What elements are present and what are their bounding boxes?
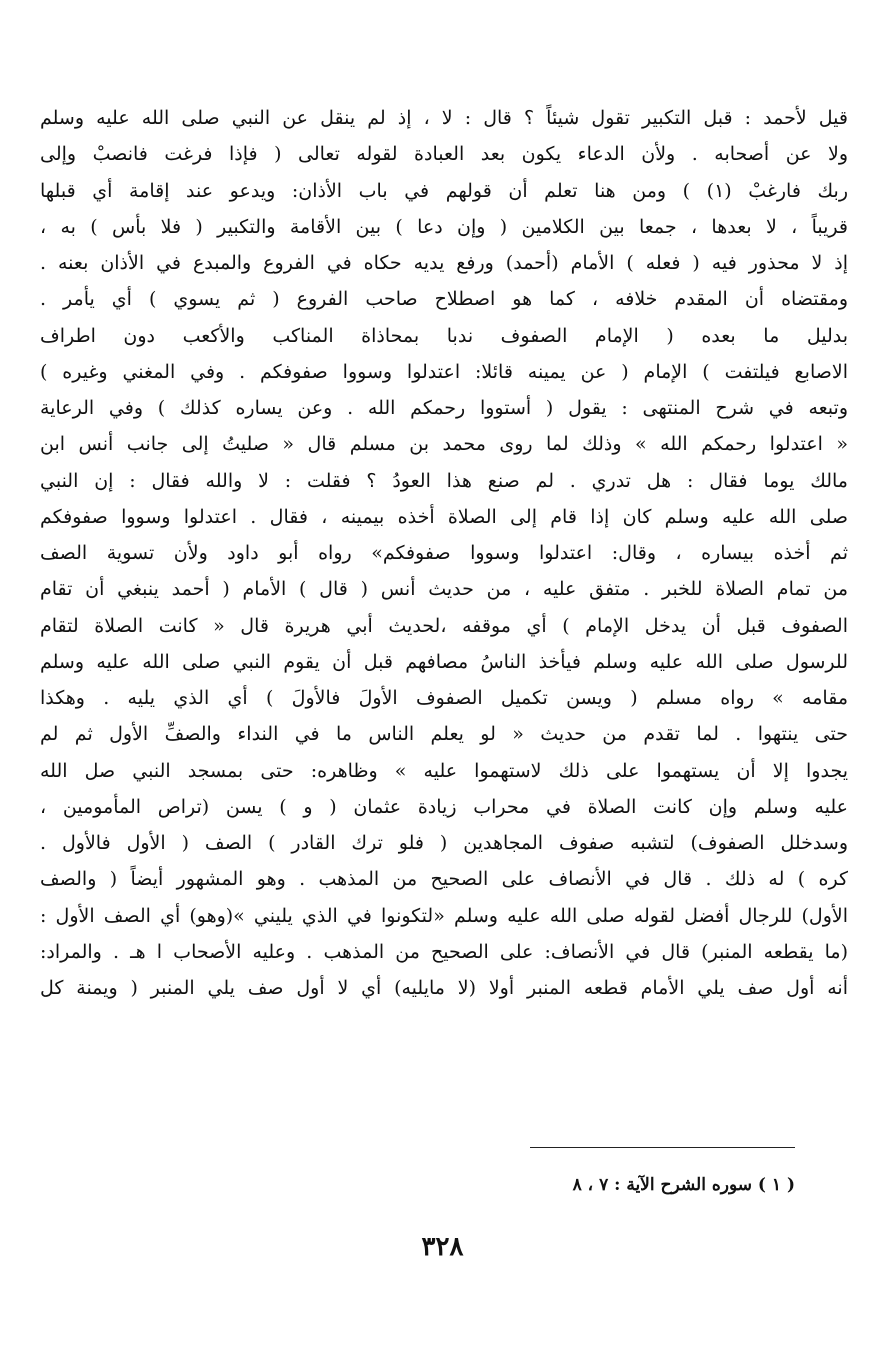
body-text — [40, 100, 848, 1006]
text-line: من تمام الصلاة للخبر . متفق عليه ، من حديث أنس ( قال ) الأمام ( أحمد ينبغي أن تقام — [40, 578, 848, 601]
text-line: ثم أخذه بيساره ، وقال: اعتدلوا وسووا صفوفكم» رواه أبو داود ولأن تسوية الصف — [40, 542, 848, 564]
text-line: إذ لا محذور فيه ( فعله ) الأمام (أحمد) ورفع يديه حكاه في الفروع والمبدع في الأذان بعنه . — [40, 252, 848, 274]
page-number: ٣٢٨ — [421, 1232, 464, 1262]
text-line: وتبعه في شرح المنتهى : يقول ( أستووا رحمكم الله . وعن يساره كذلك ) وفي الرعاية — [40, 397, 848, 419]
footnote: ( ١ ) سوره الشرح الآية : ٧ ، ٨ — [572, 1175, 795, 1195]
text-line: مالك يوما فقال : هل تدري . لم صنع هذا العودُ ؟ فقلت : لا والله فقال : إن النبي — [40, 469, 848, 492]
text-line: الأول) للرجال أفضل لقوله صلى الله عليه وسلم «لتكونوا في الذي يليني »(وهو) أي الصف الأول : — [40, 904, 848, 927]
text-line: حتى ينتهوا . لما تقدم من حديث « لو يعلم الناس ما في النداء والصفِّ الأول ثم لم — [40, 723, 848, 746]
text-line: ومقتضاه أن المقدم خلافه ، كما هو اصطلاح صاحب الفروع ( ثم يسوي ) أي يأمر . — [40, 288, 848, 311]
text-line: ولا عن أصحابه . ولأن الدعاء يكون بعد العبادة لقوله تعالى ( فإذا فرغت فانصبْ وإلى — [40, 143, 848, 166]
text-line: يجدوا إلا أن يستهموا على ذلك لاستهموا عليه » وظاهره: حتى بمسجد النبي صل الله — [40, 759, 848, 782]
text-line: قيل لأحمد : قبل التكبير تقول شيئاً ؟ قال : لا ، إذ لم ينقل عن النبي صلى الله عليه وسلم — [40, 107, 848, 129]
text-line: بدليل ما بعده ( الإمام الصفوف ندبا بمحاذاة المناكب والأكعب دون اطراف — [40, 324, 848, 347]
text-line: قريباً ، لا بعدها ، جمعا بين الكلامين ( وإن دعا ) بين الأقامة والتكبير ( فلا بأس ) به ، — [40, 215, 848, 238]
text-line: الاصابع فيلتفت ) الإمام ( عن يمينه قائلا: اعتدلوا وسووا صفوفكم . وفي المغني وغيره ) — [40, 360, 848, 383]
text-line: مقامه » رواه مسلم ( ويسن تكميل الصفوف الأولَ فالأولَ ) أي الذي يليه . وهكذا — [40, 687, 848, 709]
text-line: وسدخلل الصفوف) لتشبه صفوف المجاهدين ( فلو ترك القادر ) الصف ( الأول فالأول . — [40, 832, 848, 854]
text-line: ربك فارغبْ (١) ) ومن هنا تعلم أن قولهم في باب الأذان: ويدعو عند إقامة أي قبلها — [40, 179, 848, 202]
text-line: كره ) له ذلك . قال في الأنصاف على الصحيح من المذهب . وهو المشهور أيضاً ( والصف — [40, 868, 848, 891]
text-line: عليه وسلم وإن كانت الصلاة في محراب زيادة عثمان ( و ) يسن (تراص المأمومين ، — [40, 795, 848, 818]
text-line: الصفوف قبل أن يدخل الإمام ) أي موقفه ،لحديث أبي هريرة قال « كانت الصلاة لتقام — [40, 614, 848, 637]
text-line: أنه أول صف يلي الأمام قطعه المنبر أولا (لا مايليه) أي لا أول صف يلي المنبر ( ويمنة كل — [40, 977, 848, 999]
text-line: للرسول صلى الله عليه وسلم فيأخذ الناسُ مصافهم قبل أن يقوم النبي صلى الله عليه وسلم — [40, 650, 848, 673]
text-line: (ما يقطعه المنبر) قال في الأنصاف: على الصحيح من المذهب . وعليه الأصحاب ا هـ . والمراد: — [40, 940, 848, 963]
footnote-divider — [530, 1147, 795, 1148]
text-line: صلى الله عليه وسلم كان إذا قام إلى الصلاة أخذه بيمينه ، فقال . اعتدلوا وسووا صفوفكم — [40, 505, 848, 528]
text-line: « اعتدلوا رحمكم الله » وذلك لما روى محمد بن مسلم قال « صليتُ إلى جانب أنس ابن — [40, 433, 848, 456]
